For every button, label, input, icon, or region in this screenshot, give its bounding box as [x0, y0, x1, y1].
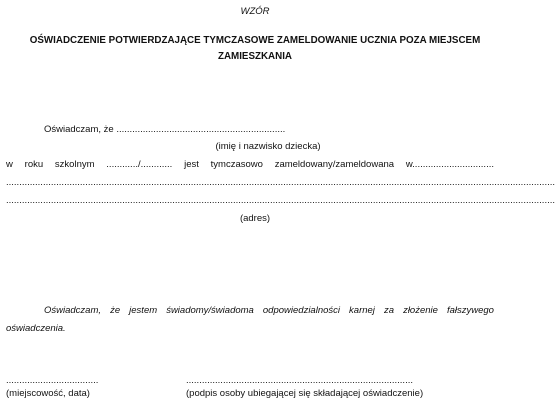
- school-year-row-word: w: [6, 159, 13, 170]
- school-year-row-word: zameldowany/zameldowana: [274, 159, 395, 170]
- address-line-1: ................................................................................................................................................................................................................: [6, 177, 555, 188]
- school-year-row-word: roku: [24, 159, 44, 170]
- responsibility-statement-word: za: [383, 305, 395, 316]
- child-name-caption: (imię i nazwisko dziecka): [215, 141, 321, 152]
- responsibility-statement-word: świadomy/świadoma: [166, 305, 254, 316]
- responsibility-statement-word: fałszywego: [446, 305, 494, 316]
- responsibility-statement-word: że: [110, 305, 121, 316]
- responsibility-statement-word: jestem: [129, 305, 158, 316]
- declaration-line: [44, 124, 285, 136]
- responsibility-statement-line-1: [44, 305, 494, 317]
- school-year-row-word: tymczasowo: [210, 159, 263, 170]
- school-year-row-word: szkolnym: [54, 159, 95, 170]
- responsibility-statement-word: karnej: [349, 305, 375, 316]
- document-title-line-1: OŚWIADCZENIE POTWIERDZAJĄCE TYMCZASOWE ZAMELDOWANIE UCZNIA POZA MIEJSCEM: [29, 35, 481, 46]
- school-year-row-word: ............/............: [106, 159, 173, 170]
- child-name-blank: ................................................................: [116, 124, 286, 135]
- declaration-lead: Oświadczam, że: [44, 124, 114, 135]
- signature-caption: (podpis osoby ubiegającej się składającej oświadczenie): [186, 388, 424, 399]
- document-header-label: WZÓR: [240, 6, 270, 17]
- document-title: [0, 33, 510, 65]
- school-year-row-word: w...............................: [405, 159, 494, 170]
- address-caption: (adres): [239, 213, 271, 224]
- school-year-row-word: jest: [184, 159, 199, 170]
- document-title-line-2: ZAMIESZKANIA: [217, 51, 293, 62]
- responsibility-statement-word: złożenie: [403, 305, 438, 316]
- responsibility-statement-word: Oświadczam,: [44, 305, 102, 316]
- place-date-blank: ...................................: [6, 375, 99, 386]
- address-line-2: ................................................................................................................................................................................................................: [6, 195, 555, 206]
- place-date-caption: (miejscowość, data): [6, 388, 90, 399]
- school-year-row: [6, 159, 494, 171]
- responsibility-statement-word: odpowiedzialności: [262, 305, 340, 316]
- responsibility-statement-line-2: oświadczenia.: [6, 323, 66, 334]
- signature-blank: ......................................................................................: [186, 375, 413, 386]
